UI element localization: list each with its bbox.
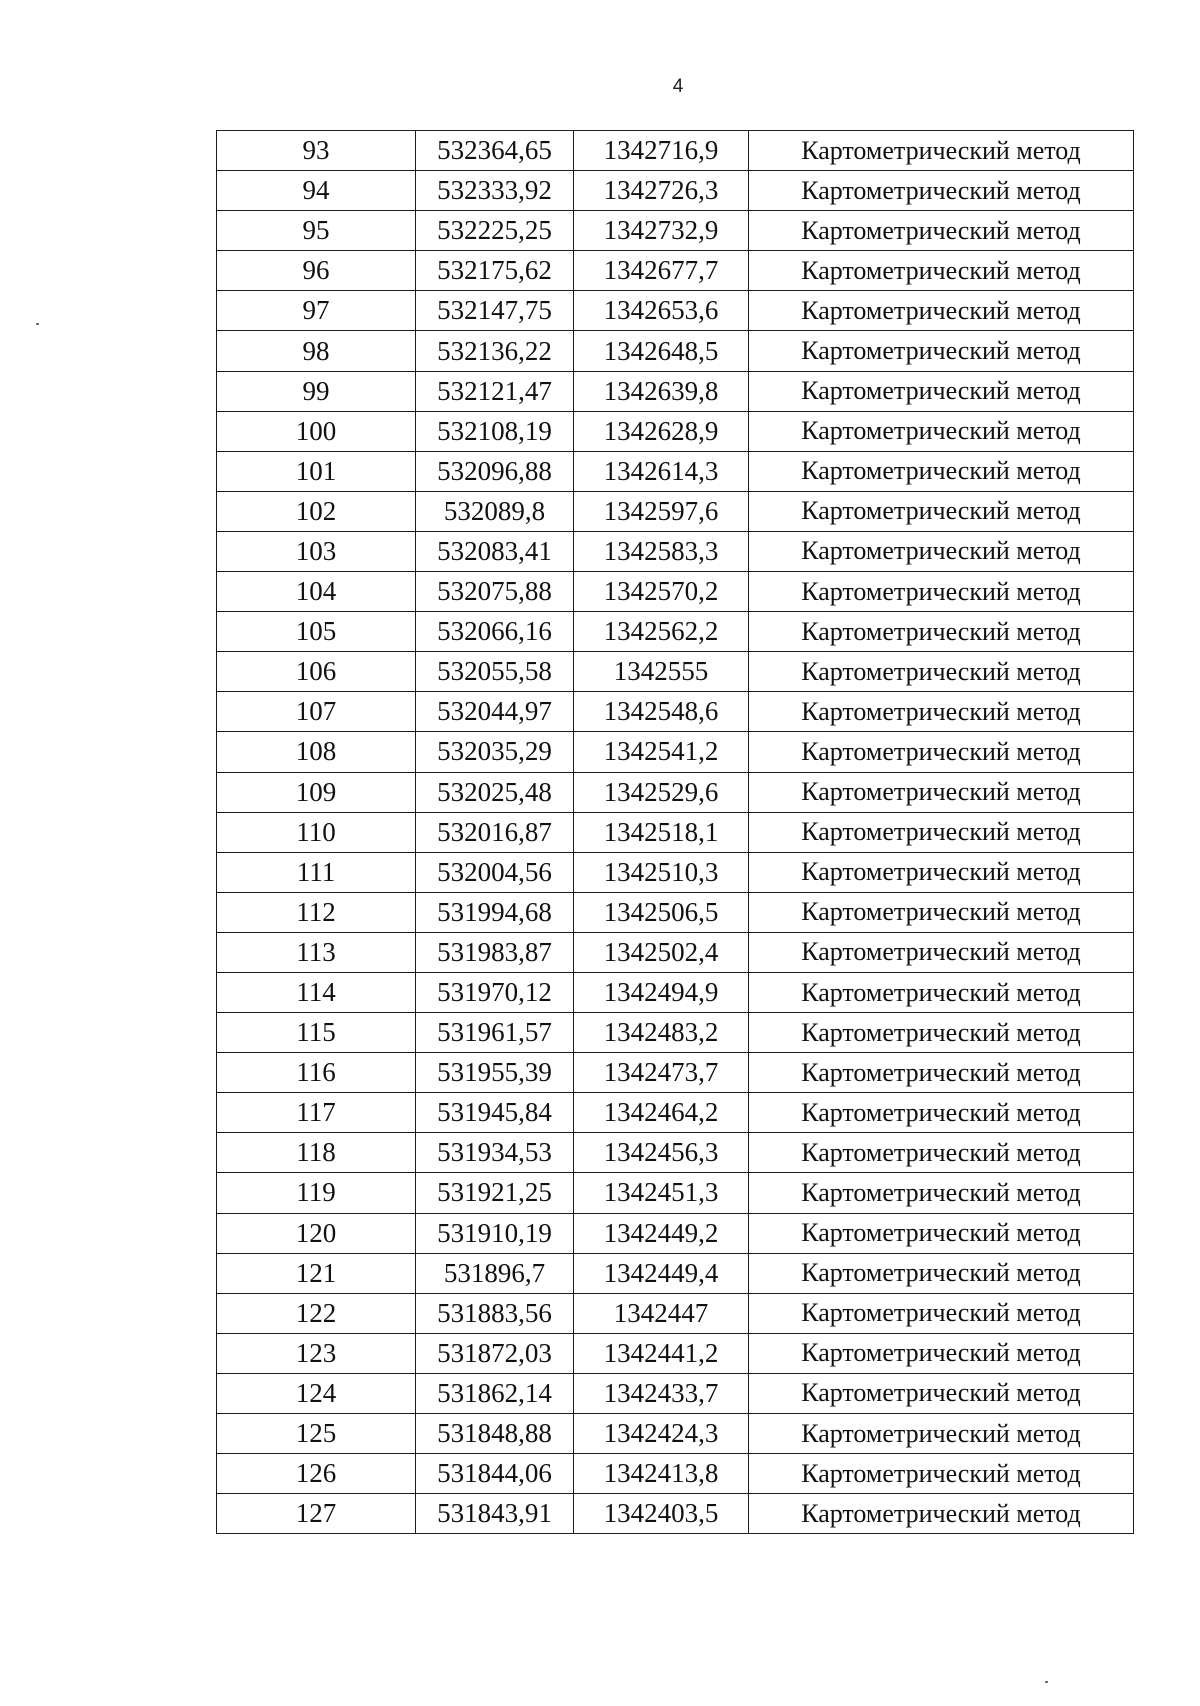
method-cell: Картометрический метод	[749, 732, 1134, 772]
coordinates-table	[216, 130, 1134, 1534]
x-coordinate-cell: 531934,53	[416, 1133, 574, 1173]
table-row	[217, 171, 1134, 211]
table-row	[217, 1253, 1134, 1293]
table-row	[217, 1213, 1134, 1253]
x-coordinate-cell: 531921,25	[416, 1173, 574, 1213]
y-coordinate-cell: 1342449,4	[574, 1253, 749, 1293]
method-cell: Картометрический метод	[749, 1173, 1134, 1213]
method-cell: Картометрический метод	[749, 371, 1134, 411]
x-coordinate-cell: 532333,92	[416, 171, 574, 211]
x-coordinate-cell: 532016,87	[416, 812, 574, 852]
x-coordinate-cell: 531843,91	[416, 1494, 574, 1534]
point-number-cell: 103	[217, 531, 416, 571]
point-number-cell: 116	[217, 1053, 416, 1093]
y-coordinate-cell: 1342447	[574, 1293, 749, 1333]
coordinates-table-body	[217, 131, 1134, 1534]
point-number-cell: 93	[217, 131, 416, 171]
y-coordinate-cell: 1342548,6	[574, 692, 749, 732]
x-coordinate-cell: 532136,22	[416, 331, 574, 371]
table-row	[217, 572, 1134, 612]
point-number-cell: 117	[217, 1093, 416, 1133]
table-row	[217, 1414, 1134, 1454]
table-row	[217, 491, 1134, 531]
point-number-cell: 118	[217, 1133, 416, 1173]
x-coordinate-cell: 532025,48	[416, 772, 574, 812]
y-coordinate-cell: 1342451,3	[574, 1173, 749, 1213]
x-coordinate-cell: 531844,06	[416, 1454, 574, 1494]
y-coordinate-cell: 1342456,3	[574, 1133, 749, 1173]
x-coordinate-cell: 531994,68	[416, 892, 574, 932]
method-cell: Картометрический метод	[749, 932, 1134, 972]
table-row	[217, 1133, 1134, 1173]
point-number-cell: 98	[217, 331, 416, 371]
method-cell: Картометрический метод	[749, 1373, 1134, 1413]
x-coordinate-cell: 532066,16	[416, 612, 574, 652]
method-cell: Картометрический метод	[749, 1454, 1134, 1494]
method-cell: Картометрический метод	[749, 1013, 1134, 1053]
table-row	[217, 1053, 1134, 1093]
point-number-cell: 109	[217, 772, 416, 812]
y-coordinate-cell: 1342628,9	[574, 411, 749, 451]
table-row	[217, 211, 1134, 251]
x-coordinate-cell: 531945,84	[416, 1093, 574, 1133]
method-cell: Картометрический метод	[749, 411, 1134, 451]
method-cell: Картометрический метод	[749, 131, 1134, 171]
point-number-cell: 95	[217, 211, 416, 251]
y-coordinate-cell: 1342494,9	[574, 972, 749, 1012]
table-row	[217, 732, 1134, 772]
x-coordinate-cell: 532225,25	[416, 211, 574, 251]
point-number-cell: 101	[217, 451, 416, 491]
method-cell: Картометрический метод	[749, 251, 1134, 291]
x-coordinate-cell: 532004,56	[416, 852, 574, 892]
table-row	[217, 1454, 1134, 1494]
x-coordinate-cell: 531983,87	[416, 932, 574, 972]
x-coordinate-cell: 532364,65	[416, 131, 574, 171]
point-number-cell: 108	[217, 732, 416, 772]
y-coordinate-cell: 1342424,3	[574, 1414, 749, 1454]
point-number-cell: 107	[217, 692, 416, 732]
method-cell: Картометрический метод	[749, 1093, 1134, 1133]
y-coordinate-cell: 1342716,9	[574, 131, 749, 171]
table-row	[217, 1093, 1134, 1133]
point-number-cell: 126	[217, 1454, 416, 1494]
point-number-cell: 123	[217, 1333, 416, 1373]
y-coordinate-cell: 1342433,7	[574, 1373, 749, 1413]
y-coordinate-cell: 1342614,3	[574, 451, 749, 491]
method-cell: Картометрический метод	[749, 1494, 1134, 1534]
x-coordinate-cell: 532075,88	[416, 572, 574, 612]
table-row	[217, 1013, 1134, 1053]
table-row	[217, 1373, 1134, 1413]
table-row	[217, 932, 1134, 972]
method-cell: Картометрический метод	[749, 291, 1134, 331]
x-coordinate-cell: 532096,88	[416, 451, 574, 491]
x-coordinate-cell: 532083,41	[416, 531, 574, 571]
point-number-cell: 102	[217, 491, 416, 531]
scan-speck	[36, 323, 39, 325]
method-cell: Картометрический метод	[749, 572, 1134, 612]
y-coordinate-cell: 1342502,4	[574, 932, 749, 972]
method-cell: Картометрический метод	[749, 451, 1134, 491]
point-number-cell: 105	[217, 612, 416, 652]
x-coordinate-cell: 531955,39	[416, 1053, 574, 1093]
y-coordinate-cell: 1342583,3	[574, 531, 749, 571]
y-coordinate-cell: 1342541,2	[574, 732, 749, 772]
method-cell: Картометрический метод	[749, 1414, 1134, 1454]
point-number-cell: 125	[217, 1414, 416, 1454]
point-number-cell: 99	[217, 371, 416, 411]
page-number: 4	[672, 76, 684, 97]
y-coordinate-cell: 1342677,7	[574, 251, 749, 291]
x-coordinate-cell: 532175,62	[416, 251, 574, 291]
y-coordinate-cell: 1342483,2	[574, 1013, 749, 1053]
method-cell: Картометрический метод	[749, 772, 1134, 812]
point-number-cell: 110	[217, 812, 416, 852]
x-coordinate-cell: 531848,88	[416, 1414, 574, 1454]
table-row	[217, 772, 1134, 812]
y-coordinate-cell: 1342570,2	[574, 572, 749, 612]
x-coordinate-cell: 532108,19	[416, 411, 574, 451]
method-cell: Картометрический метод	[749, 491, 1134, 531]
method-cell: Картометрический метод	[749, 1053, 1134, 1093]
y-coordinate-cell: 1342441,2	[574, 1333, 749, 1373]
method-cell: Картометрический метод	[749, 692, 1134, 732]
table-row	[217, 692, 1134, 732]
x-coordinate-cell: 531970,12	[416, 972, 574, 1012]
table-row	[217, 652, 1134, 692]
y-coordinate-cell: 1342403,5	[574, 1494, 749, 1534]
point-number-cell: 100	[217, 411, 416, 451]
point-number-cell: 96	[217, 251, 416, 291]
point-number-cell: 119	[217, 1173, 416, 1213]
x-coordinate-cell: 531872,03	[416, 1333, 574, 1373]
table-row	[217, 531, 1134, 571]
x-coordinate-cell: 532121,47	[416, 371, 574, 411]
y-coordinate-cell: 1342506,5	[574, 892, 749, 932]
y-coordinate-cell: 1342639,8	[574, 371, 749, 411]
x-coordinate-cell: 532044,97	[416, 692, 574, 732]
method-cell: Картометрический метод	[749, 531, 1134, 571]
x-coordinate-cell: 532055,58	[416, 652, 574, 692]
point-number-cell: 111	[217, 852, 416, 892]
y-coordinate-cell: 1342473,7	[574, 1053, 749, 1093]
point-number-cell: 104	[217, 572, 416, 612]
x-coordinate-cell: 531883,56	[416, 1293, 574, 1333]
table-row	[217, 331, 1134, 371]
point-number-cell: 121	[217, 1253, 416, 1293]
point-number-cell: 97	[217, 291, 416, 331]
point-number-cell: 106	[217, 652, 416, 692]
method-cell: Картометрический метод	[749, 972, 1134, 1012]
point-number-cell: 114	[217, 972, 416, 1012]
table-row	[217, 131, 1134, 171]
table-row	[217, 411, 1134, 451]
table-row	[217, 612, 1134, 652]
table-row	[217, 972, 1134, 1012]
point-number-cell: 94	[217, 171, 416, 211]
point-number-cell: 115	[217, 1013, 416, 1053]
y-coordinate-cell: 1342555	[574, 652, 749, 692]
point-number-cell: 127	[217, 1494, 416, 1534]
x-coordinate-cell: 531862,14	[416, 1373, 574, 1413]
method-cell: Картометрический метод	[749, 211, 1134, 251]
table-row	[217, 291, 1134, 331]
scan-speck	[1045, 1681, 1048, 1683]
point-number-cell: 113	[217, 932, 416, 972]
method-cell: Картометрический метод	[749, 331, 1134, 371]
y-coordinate-cell: 1342464,2	[574, 1093, 749, 1133]
method-cell: Картометрический метод	[749, 652, 1134, 692]
method-cell: Картометрический метод	[749, 1293, 1134, 1333]
y-coordinate-cell: 1342597,6	[574, 491, 749, 531]
y-coordinate-cell: 1342562,2	[574, 612, 749, 652]
table-row	[217, 852, 1134, 892]
table-row	[217, 251, 1134, 291]
table-row	[217, 1173, 1134, 1213]
x-coordinate-cell: 531961,57	[416, 1013, 574, 1053]
y-coordinate-cell: 1342518,1	[574, 812, 749, 852]
method-cell: Картометрический метод	[749, 852, 1134, 892]
table-row	[217, 1494, 1134, 1534]
point-number-cell: 112	[217, 892, 416, 932]
y-coordinate-cell: 1342413,8	[574, 1454, 749, 1494]
point-number-cell: 122	[217, 1293, 416, 1333]
y-coordinate-cell: 1342653,6	[574, 291, 749, 331]
table-row	[217, 892, 1134, 932]
method-cell: Картометрический метод	[749, 1213, 1134, 1253]
point-number-cell: 124	[217, 1373, 416, 1413]
x-coordinate-cell: 531910,19	[416, 1213, 574, 1253]
x-coordinate-cell: 532035,29	[416, 732, 574, 772]
method-cell: Картометрический метод	[749, 612, 1134, 652]
y-coordinate-cell: 1342726,3	[574, 171, 749, 211]
table-row	[217, 1333, 1134, 1373]
table-row	[217, 1293, 1134, 1333]
y-coordinate-cell: 1342510,3	[574, 852, 749, 892]
method-cell: Картометрический метод	[749, 812, 1134, 852]
y-coordinate-cell: 1342529,6	[574, 772, 749, 812]
x-coordinate-cell: 532147,75	[416, 291, 574, 331]
y-coordinate-cell: 1342449,2	[574, 1213, 749, 1253]
table-row	[217, 812, 1134, 852]
method-cell: Картометрический метод	[749, 1253, 1134, 1293]
table-row	[217, 451, 1134, 491]
x-coordinate-cell: 531896,7	[416, 1253, 574, 1293]
method-cell: Картометрический метод	[749, 892, 1134, 932]
point-number-cell: 120	[217, 1213, 416, 1253]
y-coordinate-cell: 1342732,9	[574, 211, 749, 251]
method-cell: Картометрический метод	[749, 1333, 1134, 1373]
table-row	[217, 371, 1134, 411]
x-coordinate-cell: 532089,8	[416, 491, 574, 531]
method-cell: Картометрический метод	[749, 1133, 1134, 1173]
y-coordinate-cell: 1342648,5	[574, 331, 749, 371]
method-cell: Картометрический метод	[749, 171, 1134, 211]
